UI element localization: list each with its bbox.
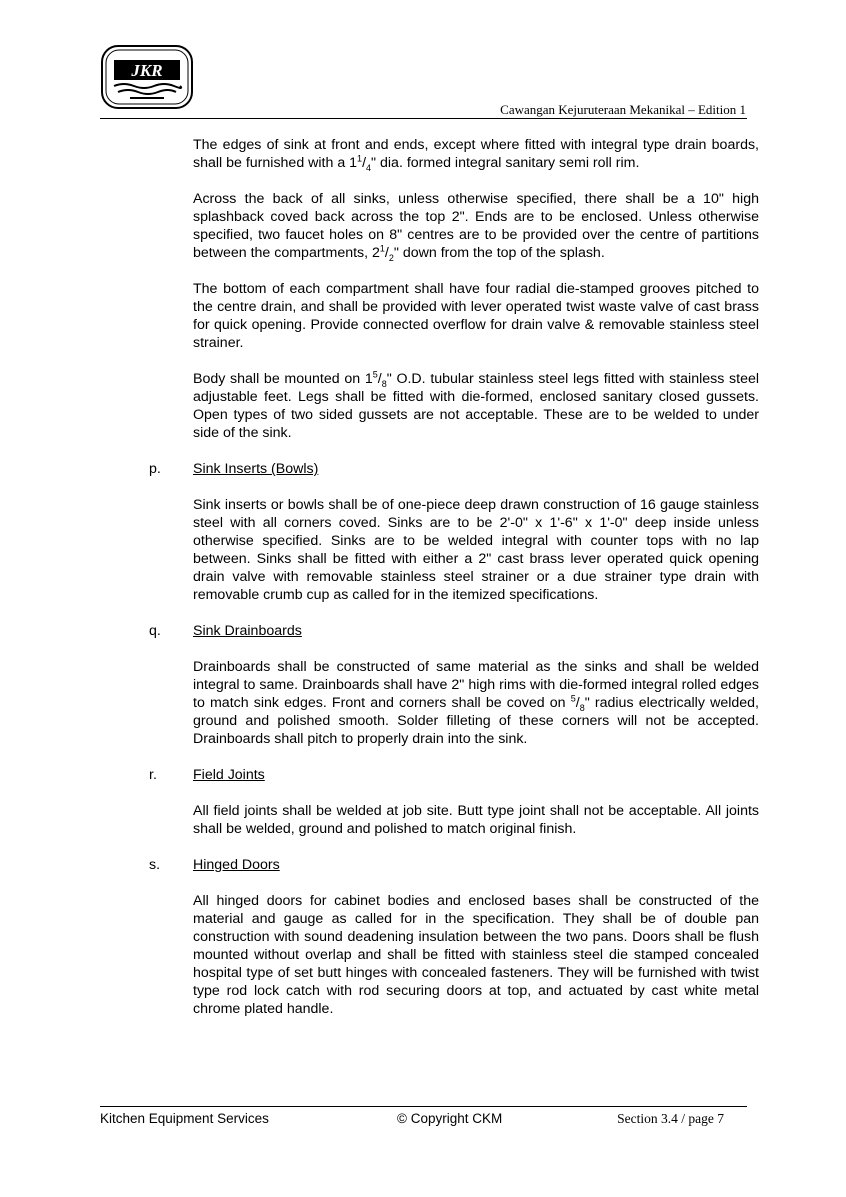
item-heading-p [149,460,759,478]
item-heading-s [149,856,759,874]
document-body [149,136,759,1036]
paragraph-sink-drainboards: Drainboards shall be constructed of same material as the sinks and shall be welded integral to same. Drainboards shall have 2" high rims with die-formed integral rolled edges to match sink edges. Front and corners shall be coved on $^5/_8$" radius electrically welded, ground and polished smooth. Solder filleting of these corners will not be accepted. Drainboards shall pitch to properly drain into the sink. [193,659,759,747]
footer-copyright: © Copyright CKM [397,1111,503,1126]
item-letter: s. [149,857,161,873]
svg-text:JKR: JKR [131,61,163,80]
item-title: Sink Drainboards [193,623,302,639]
item-heading-q [149,622,759,640]
paragraph-sink-inserts: Sink inserts or bowls shall be of one-piece deep drawn construction of 16 gauge stainless steel with all corners coved. Sinks are to be 2'-0" x 1'-6" x 1'-0" deep inside unless otherwise specified. Sinks are to be welded integral with counter tops with no lap between. Sinks shall be fitted with either a 2" cast brass lever operated quick opening drain valve with removable stainless steel strainer or a due strainer type drain with removable crumb cup as called for in the itemized specifications. [193,497,759,603]
item-letter: q. [149,623,161,639]
item-heading-r [149,766,759,784]
paragraph-sink-edges: The edges of sink at front and ends, except where fitted with integral type drain boards, shall be furnished with a $1^1/_4$" dia. formed integral sanitary semi roll rim. [193,137,759,173]
footer-left-text: Kitchen Equipment Services [100,1111,269,1126]
header-title: Cawangan Kejuruteraan Mekanikal – Edition 1 [500,102,746,117]
footer-divider [100,1106,747,1107]
item-title: Hinged Doors [193,857,280,873]
paragraph-splashback: Across the back of all sinks, unless otherwise specified, there shall be a 10" high splashback coved back across the top 2". Ends are to be enclosed. Unless otherwise specified, two faucet holes on 8" centres are to be provided over the centre of partitions between the compartments, $2^1/_2$" down from the top of the splash. [193,191,759,263]
paragraph-field-joints: All field joints shall be welded at job site. Butt type joint shall not be acceptable. All joints shall be welded, ground and polished to match original finish. [193,803,759,837]
item-title: Field Joints [193,767,265,783]
jkr-logo [100,44,194,110]
item-title: Sink Inserts (Bowls) [193,461,319,477]
header-divider [100,118,747,119]
paragraph-compartment-bottom: The bottom of each compartment shall have four radial die-stamped grooves pitched to the centre drain, and shall be provided with lever operated twist waste valve of cast brass for quick opening. Provide connected overflow for drain valve & removable stainless steel strainer. [193,281,759,351]
footer-page-number: Section 3.4 / page 7 [617,1111,724,1126]
paragraph-hinged-doors: All hinged doors for cabinet bodies and enclosed bases shall be constructed of the material and gauge as called for in the specification. They shall be of double pan construction with sound deadening insulation between the two pans. Doors shall be flush mounted without overlap and shall be fitted with stainless steel die stamped concealed hospital type of set butt hinges with concealed fasteners. They will be furnished with twist type rod lock catch with rod securing doors at top, and actuated by cast white metal chrome plated handle. [193,893,759,1017]
item-letter: p. [149,461,161,477]
paragraph-body-legs: Body shall be mounted on $1^5/_8$" O.D. tubular stainless steel legs fitted with stainless steel adjustable feet. Legs shall be fitted with die-formed, enclosed sanitary closed gussets. Open types of two sided gussets are not acceptable. These are to be welded to under side of the sink. [193,369,759,441]
item-letter: r. [149,767,157,783]
